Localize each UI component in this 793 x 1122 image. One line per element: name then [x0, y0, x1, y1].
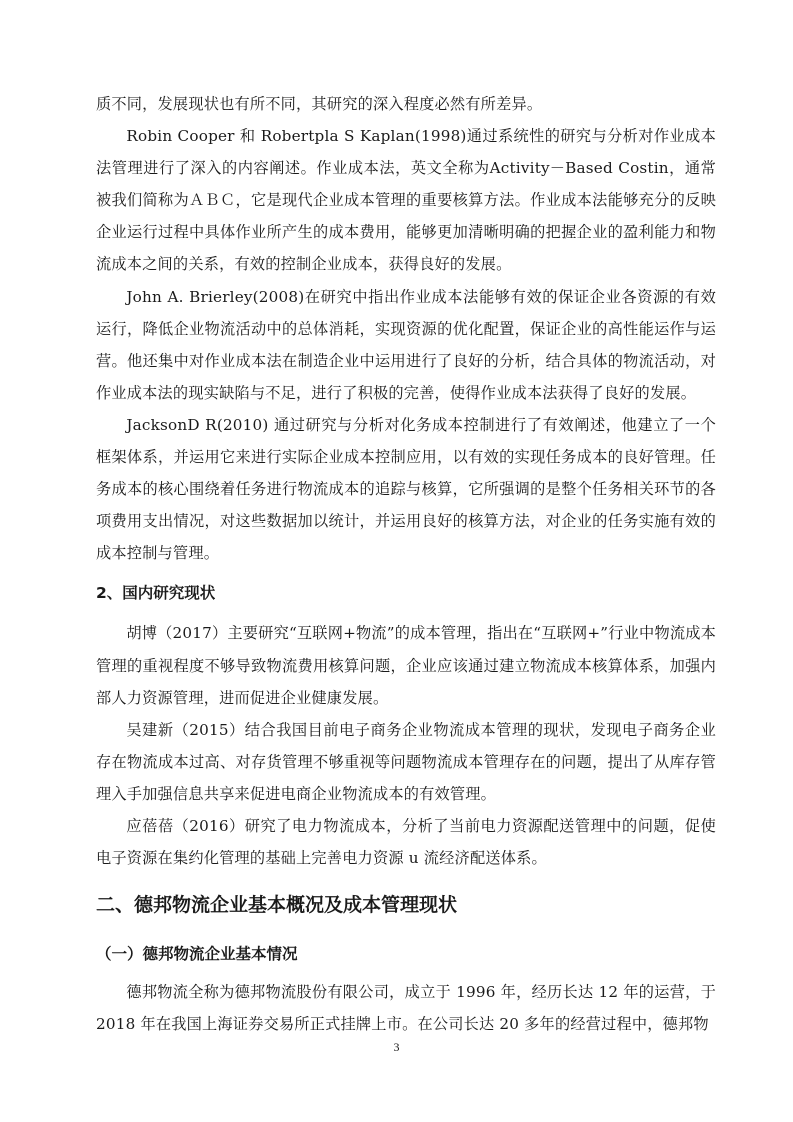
- page-number: 3: [393, 1040, 400, 1054]
- paragraph-cooper-kaplan: Robin Cooper 和 Robertpla S Kaplan(1998)通过系统性的研究与分析对作业成本法管理进行了深入的内容阐述。作业成本法，英文全称为Activity－Based Costin，通常被我们简称为ＡＢＣ，它是现代企业成本管理的重要核算方法。作业成本法能够充分的反映企业运行过程中具体作业所产生的成本费用，能够更加清晰明确的把握企业的盈利能力和物流成本之间的关系，有效的控制企业成本，获得良好的发展。: [96, 127, 716, 274]
- paragraph-hubo: 胡博（2017）主要研究“互联网+物流”的成本管理，指出在“互联网+”行业中物流成本管理的重视程度不够导致物流费用核算问题，企业应该通过建立物流成本核算体系，加强内部人力资源管理，进而促进企业健康发展。: [96, 624, 716, 707]
- paragraph-company-intro: 德邦物流全称为德邦物流股份有限公司，成立于 1996 年，经历长达 12 年的运营，于 2018 年在我国上海证券交易所正式挂牌上市。在公司长达 20 多年的经营过程中，德邦物: [96, 983, 716, 1034]
- page-body: [96, 88, 716, 1040]
- paragraph-continuation: 质不同，发展现状也有所不同，其研究的深入程度必然有所差异。: [96, 95, 543, 113]
- paragraph-yingbeibei: 应蓓蓓（2016）研究了电力物流成本，分析了当前电力资源配送管理中的问题，促使电子资源在集约化管理的基础上完善电力资源 u 流经济配送体系。: [96, 816, 716, 868]
- domestic-research-heading: 2、国内研究现状: [96, 584, 216, 603]
- paragraph-brierley: John A. Brierley(2008)在研究中指出作业成本法能够有效的保证企业各资源的有效运行，降低企业物流活动中的总体消耗，实现资源的优化配置，保证企业的高性能运作与运营。他还集中对作业成本法在制造企业中运用进行了良好的分析，结合具体的物流活动，对作业成本法的现实缺陷与不足，进行了积极的完善，使得作业成本法获得了良好的发展。: [96, 287, 716, 402]
- paragraph-jackson: JacksonD R(2010) 通过研究与分析对化务成本控制进行了有效阐述，他建立了一个框架体系，并运用它来进行实际企业成本控制应用，以有效的实现任务成本的良好管理。任务成本的核心围绕着任务进行物流成本的追踪与核算，它所强调的是整个任务相关环节的各项费用支出情况，对这些数据加以统计，并运用良好的核算方法，对企业的任务实施有效的成本控制与管理。: [96, 415, 716, 563]
- subsection-heading: （一）德邦物流企业基本情况: [96, 945, 298, 964]
- section-heading: 二、德邦物流企业基本概况及成本管理现状: [96, 894, 458, 917]
- paragraph-wujianxin: 吴建新（2015）结合我国目前电子商务企业物流成本管理的现状，发现电子商务企业存在物流成本过高、对存货管理不够重视等问题物流成本管理存在的问题，提出了从库存管理入手加强信息共享来促进电商企业物流成本的有效管理。: [96, 720, 716, 803]
